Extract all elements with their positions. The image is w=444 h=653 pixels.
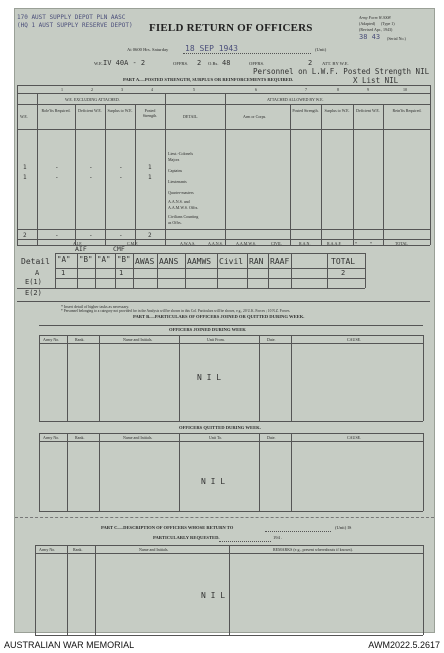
typed-aif-b: "B" <box>79 255 93 264</box>
col-number-10: 10 <box>403 87 407 92</box>
typed-aif-a: "A" <box>57 255 71 264</box>
form-number-line3: (Type 1) <box>381 21 395 26</box>
detail-col-header: DETAIL. <box>183 114 199 119</box>
att-group-header: ATTACHED ALLOWED BY W.E. <box>267 97 324 102</box>
typed-raaf: RAAF <box>270 257 290 266</box>
unit-stamp-line2: (HQ 1 AUST SUPPLY RESERVE DEPOT) <box>17 22 133 29</box>
joined-col-army-no: Army No. <box>43 337 60 342</box>
typed-row-a-total: 2 <box>341 269 346 277</box>
total-posted: 2 <box>148 232 152 239</box>
col-number-9: 9 <box>367 87 369 92</box>
col-att-reinfts-header: Rein'fts Required. <box>392 108 422 113</box>
form-number-line4: (Revised Apr., 1943) <box>359 27 393 32</box>
quitted-col-date: Date. <box>267 435 276 440</box>
bd-star-2: * <box>370 241 372 246</box>
form-number-line1: Army Form W.3008 <box>359 15 391 20</box>
part-c-col-remarks: REMARKS (e.g., present whereabouts if known). <box>273 547 353 552</box>
footer-credit: AUSTRALIAN WAR MEMORIAL <box>4 640 135 650</box>
row2-deficient: - <box>89 174 93 181</box>
rank-lt-col: Lieut.-Colonels <box>168 151 193 156</box>
serial-label: (Serial No.) <box>387 36 406 41</box>
part-b-title: PART B.—PARTICULARS OF OFFICERS JOINED OR QUITTED DURING WEEK. <box>133 314 305 319</box>
quitted-col-army-no: Army No. <box>43 435 60 440</box>
typed-cmf-a: "A" <box>97 255 111 264</box>
quitted-col-cause: CAUSE. <box>347 435 362 440</box>
bd-aif: A.I.F. <box>73 241 83 246</box>
quitted-col-rank: Rank. <box>75 435 85 440</box>
we-value: IV 40A - 2 <box>103 59 146 67</box>
ors-value: 48 <box>222 59 231 67</box>
we-group-header: W.E. EXCLUDING ATTACHED. <box>65 97 120 102</box>
col-reinfts-header: Role'fts Required. <box>41 108 71 113</box>
typed-row-e1-label: E(1) <box>25 278 42 286</box>
typed-row-a-cmf: 1 <box>119 269 124 277</box>
row1-we: 1 <box>23 164 27 171</box>
unit-label: (Unit) <box>315 47 327 52</box>
typed-row-e2-label: E(2) <box>25 289 42 297</box>
typed-aif: AIF <box>75 245 87 253</box>
col-number-7: 7 <box>305 87 307 92</box>
att-label: ATT. BY W.E. <box>322 61 349 66</box>
joined-col-cause: CAUSE. <box>347 337 362 342</box>
rank-aans: A.A.N.S. and <box>168 199 190 204</box>
col-number-3: 3 <box>121 87 123 92</box>
row1-posted: 1 <box>148 164 152 171</box>
col-posted-header: Posted Strength. <box>142 108 158 118</box>
typed-cmf: CMF <box>113 245 125 253</box>
total-reinfts: - <box>55 232 59 239</box>
col-surplus-header: Surplus to W.E. <box>107 108 133 113</box>
rank-civil-2: as Offrs. <box>168 220 182 225</box>
part-c-col-rank: Rank. <box>73 547 83 552</box>
bd-raaf: R.A.A.F. <box>327 241 342 246</box>
col-number-1: 1 <box>61 87 63 92</box>
bd-awas: A.W.A.S. <box>180 241 196 246</box>
bd-star-1: * <box>355 241 357 246</box>
rank-major: Majors <box>168 157 180 162</box>
part-c-col-name: Name and Initials. <box>139 547 169 552</box>
rank-aamws: A.A.M.W.S. Offrs. <box>168 205 199 210</box>
joined-col-name: Name and Initials. <box>123 337 153 342</box>
footnote-1: * Insert detail of higher tasks as necessary. <box>61 304 130 309</box>
row1-surplus: - <box>119 164 123 171</box>
unit-stamp-line1: 170 AUST SUPPLY DEPOT PLN AASC <box>17 14 126 21</box>
footer-bar <box>0 636 444 653</box>
part-c-nil: N I L <box>201 591 226 600</box>
quitted-nil: N I L <box>201 477 226 486</box>
typed-aamws: AAMWS <box>187 257 212 266</box>
form-number-line2: (Adapted) <box>359 21 376 26</box>
offrs-value: 2 <box>197 59 202 67</box>
footnote-2: * Personnel belonging to a category not provided for in the Analysis will be shown in this Col. Particulars will be shown, e.g., 20 U.K. Forces ; 10 N.Z. Forces. <box>61 309 291 313</box>
total-we: 2 <box>23 232 27 239</box>
joined-col-rank: Rank. <box>75 337 85 342</box>
col-deficient-header: Deficient W.E. <box>78 108 102 113</box>
offrs-label: OFFRS. <box>173 61 189 66</box>
rank-civil: Civilians Counting <box>168 214 199 219</box>
bd-total: TOTAL <box>395 241 408 246</box>
quitted-col-name: Name and Initials. <box>123 435 153 440</box>
bd-civil: CIVIL <box>271 241 282 246</box>
att-value: 2 <box>308 59 313 67</box>
typed-aans: AANS <box>159 257 179 266</box>
row1-reinfts: - <box>55 164 59 171</box>
col-number-2: 2 <box>91 87 93 92</box>
serial-number: 38 43 <box>359 33 381 41</box>
col-number-6: 6 <box>255 87 257 92</box>
we-col-header: W.E. <box>20 114 28 119</box>
typed-total-header: TOTAL <box>331 257 356 266</box>
col-arm-header: Arm or Corps. <box>243 114 267 119</box>
typed-cmf-b: "B" <box>117 255 131 264</box>
return-date: 18 SEP 1943 <box>185 44 238 53</box>
total-surplus: - <box>119 232 123 239</box>
part-a-title: PART A.—POSTED STRENGTH, SURPLUS OR REINFORCEMENTS REQUIRED. <box>123 77 294 82</box>
typed-note-line2: X List NIL <box>353 76 399 85</box>
joined-col-date: Date. <box>267 337 276 342</box>
rank-lieutenant: Lieutenants <box>168 179 187 184</box>
row2-reinfts: - <box>55 174 59 181</box>
typed-awas: AWAS <box>135 257 155 266</box>
typed-row-a-label: A <box>35 269 40 277</box>
col-att-deficient-header: Deficient W.E. <box>356 108 380 113</box>
document-page <box>14 8 435 633</box>
joined-col-unit: Unit From. <box>207 337 225 342</box>
footer-accession: AWM2022.5.2617 <box>368 640 440 650</box>
typed-row-a-aif: 1 <box>61 269 66 277</box>
typed-note-line1: Personnel on L.W.F. Posted Strength NIL <box>253 67 430 76</box>
typed-civil: Civil <box>219 257 244 266</box>
bd-aans: A.A.N.S. <box>208 241 223 246</box>
col-att-posted-header: Posted Strength. <box>292 108 319 113</box>
col-number-8: 8 <box>337 87 339 92</box>
typed-detail-header: Detail <box>21 257 50 266</box>
part-c-unit-label: (Unit) IS <box>335 525 352 530</box>
col-number-4: 4 <box>151 87 153 92</box>
bd-cmf: C.M.F. <box>127 241 139 246</box>
rank-qm: Quarter-masters <box>168 190 194 195</box>
col-number-5: 5 <box>193 87 195 92</box>
row2-we: 1 <box>23 174 27 181</box>
rank-captain: Captains <box>168 168 182 173</box>
part-c-title-1: PART C.—DESCRIPTION OF OFFICERS WHOSE RETURN TO <box>101 525 234 530</box>
joined-nil: N I L <box>197 373 222 382</box>
ors-label: O.Rs. <box>208 61 219 66</box>
part-c-col-army-no: Army No. <box>39 547 56 552</box>
total-deficient: - <box>89 232 93 239</box>
quitted-title: OFFICERS QUITTED DURING WEEK. <box>179 425 261 430</box>
joined-title: OFFICERS JOINED DURING WEEK <box>169 327 246 332</box>
typed-ran: RAN <box>249 257 264 266</box>
bd-ran: R.A.N. <box>299 241 311 246</box>
row2-posted: 1 <box>148 174 152 181</box>
row2-surplus: - <box>119 174 123 181</box>
col-att-surplus-header: Surplus to W.E. <box>324 108 350 113</box>
row1-deficient: - <box>89 164 93 171</box>
bd-aamws: A.A.M.W.S. <box>236 241 256 246</box>
quitted-col-unit: Unit To. <box>209 435 223 440</box>
form-title: FIELD RETURN OF OFFICERS <box>149 22 313 34</box>
we-label: W.E. <box>94 61 104 66</box>
part-c-title-2: PARTICULARLY REQUESTED. <box>153 535 220 540</box>
offrs2-label: OFFRS. <box>249 61 265 66</box>
part-c-year: 194 . <box>273 535 283 540</box>
at-label: At 0600 Hrs. Saturday <box>127 47 169 52</box>
